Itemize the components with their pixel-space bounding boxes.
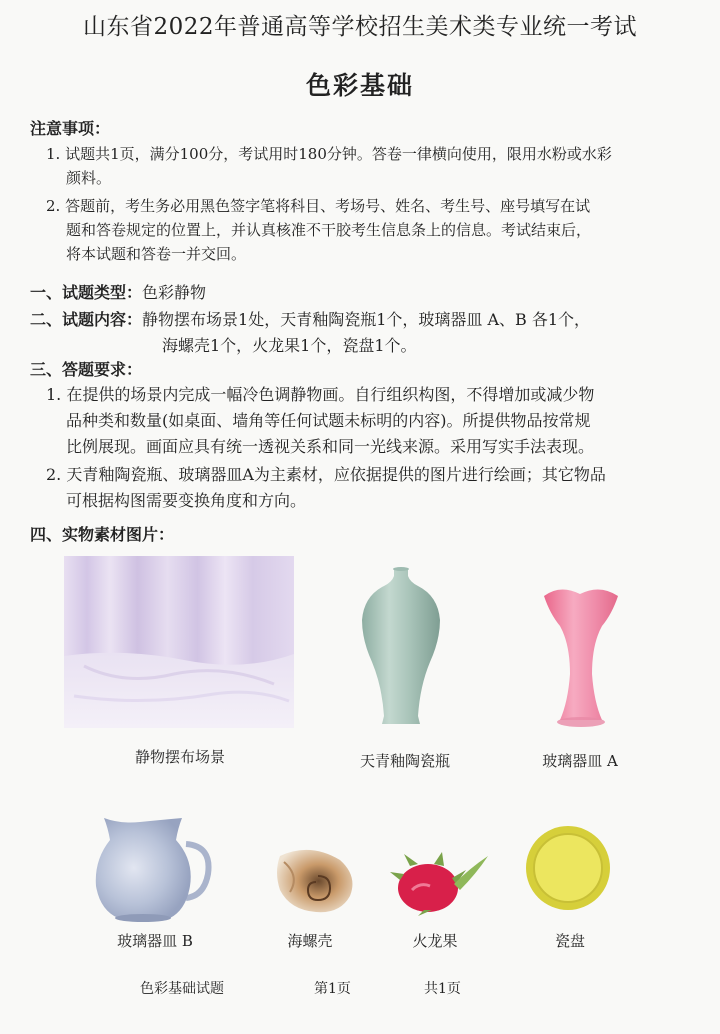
note-1-line-2: 颜料。: [66, 169, 112, 187]
footer-page: 第1页: [314, 981, 351, 997]
caption-dragonfruit: 火龙果: [412, 932, 458, 950]
note-2-line-2: 题和答卷规定的位置上，并认真核准不干胶考生信息条上的信息。考试结束后，: [66, 221, 592, 239]
section-1-text: 色彩静物: [142, 283, 207, 302]
section-3-label: 三、答题要求：: [30, 360, 143, 379]
dragonfruit-image: [390, 850, 490, 916]
note-2-line-3: 将本试题和答卷一并交回。: [66, 245, 247, 263]
note-1-line-1: 1. 试题共1页，满分100分，考试用时180分钟。答卷一律横向使用，限用水粉或水彩: [46, 145, 612, 163]
section-2-line-2: 海螺壳1个，火龙果1个，瓷盘1个。: [162, 336, 417, 355]
caption-glass-a: 玻璃器皿 A: [542, 752, 618, 770]
req-1-line-3: 比例展现。画面应具有统一透视关系和同一光线来源。采用写实手法表现。: [66, 437, 595, 456]
caption-vase: 天青釉陶瓷瓶: [359, 752, 450, 770]
scene-image: [64, 556, 294, 728]
glass-b-image: [90, 814, 214, 924]
vase-image: [360, 566, 442, 730]
shell-image: [270, 846, 358, 916]
section-1: [30, 280, 206, 305]
caption-scene: 静物摆布场景: [134, 748, 225, 766]
caption-plate: 瓷盘: [554, 932, 585, 950]
section-1-label: 一、试题类型：: [30, 283, 143, 302]
caption-shell: 海螺壳: [287, 932, 333, 950]
req-2-line-2: 可根据构图需要变换角度和方向。: [66, 491, 307, 510]
caption-glass-b: 玻璃器皿 B: [117, 932, 193, 950]
req-2-line-1: 2. 天青釉陶瓷瓶、玻璃器皿A为主素材，应依据提供的图片进行绘画；其它物品: [46, 465, 606, 484]
exam-title: 山东省2022年普通高等学校招生美术类专业统一考试: [82, 14, 638, 40]
req-1-line-2: 品种类和数量(如桌面、墙角等任何试题未标明的内容)。所提供物品按常规: [66, 411, 591, 430]
section-2: [30, 307, 590, 332]
note-2-line-1: 2. 答题前，考生务必用黑色签字笔将科目、考场号、姓名、考生号、座号填写在试: [46, 197, 591, 215]
footer-total: 共1页: [424, 981, 461, 997]
subject-title: 色彩基础: [305, 71, 414, 100]
footer-name: 色彩基础试题: [140, 981, 224, 997]
notes-heading: 注意事项：: [30, 119, 111, 138]
req-1-line-1: 1. 在提供的场景内完成一幅冷色调静物画。自行组织构图，不得增加或减少物: [46, 385, 595, 404]
section-2-label: 二、试题内容：: [30, 310, 143, 329]
section-4-label: 四、实物素材图片：: [30, 525, 175, 544]
glass-a-image: [540, 584, 622, 730]
plate-image: [524, 824, 612, 912]
section-2-line-1: 静物摆布场景1处，天青釉陶瓷瓶1个，玻璃器皿 A、B 各1个，: [142, 310, 591, 329]
